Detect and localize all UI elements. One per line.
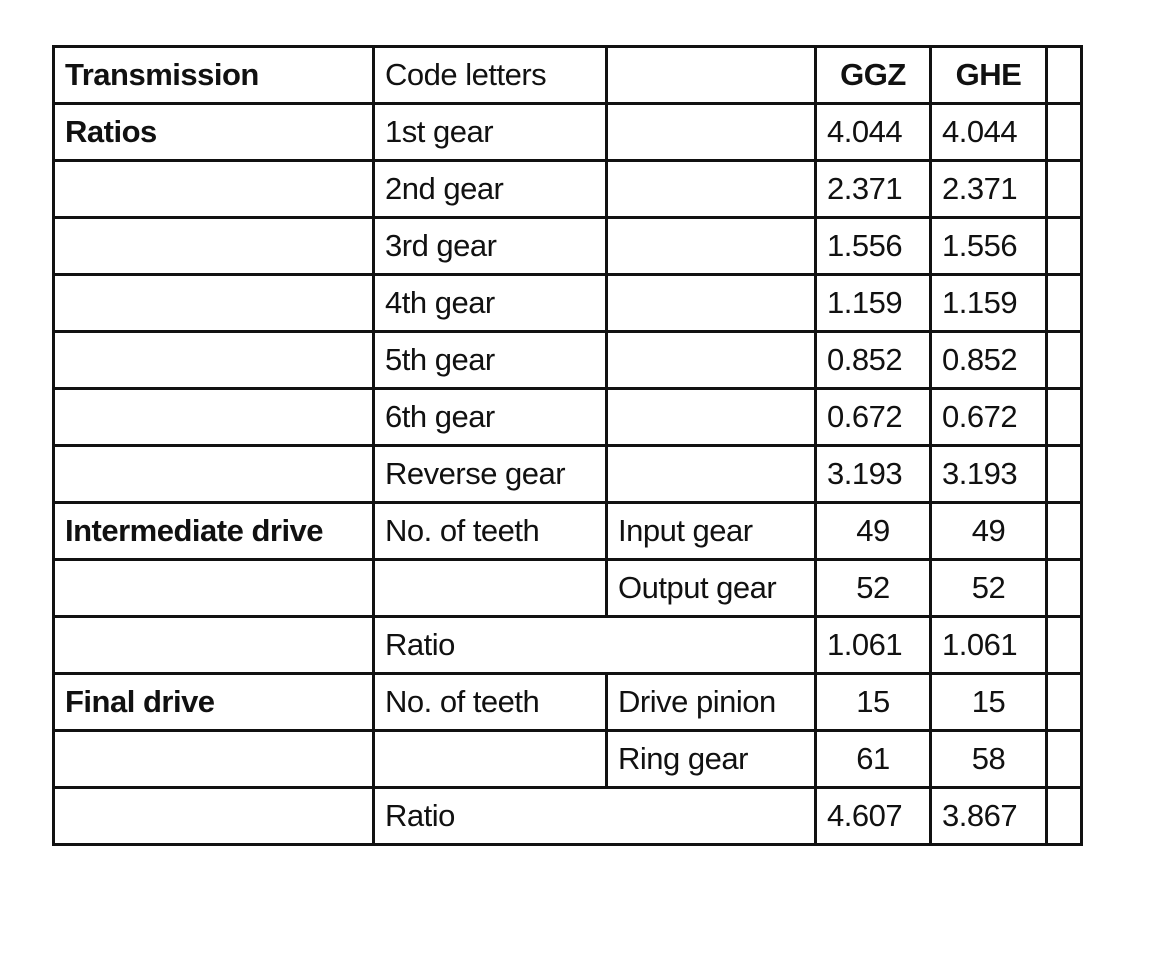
- table-row: [54, 389, 1082, 446]
- empty-cell: [54, 332, 374, 389]
- empty-cell: [54, 218, 374, 275]
- blank-cell: [1047, 788, 1082, 845]
- ggz-value: 52: [816, 560, 931, 617]
- blank-cell: [1047, 446, 1082, 503]
- header-empty: [607, 47, 816, 104]
- empty-cell: [607, 275, 816, 332]
- gear-part-label: Input gear: [607, 503, 816, 560]
- ratio-label: Ratio: [374, 617, 816, 674]
- ghe-value: 1.061: [931, 617, 1047, 674]
- table-row: [54, 731, 1082, 788]
- section-label-final-drive: Final drive: [54, 674, 374, 731]
- teeth-label: No. of teeth: [374, 674, 607, 731]
- table-row: [54, 446, 1082, 503]
- gear-name: 5th gear: [374, 332, 607, 389]
- header-code-letters: Code letters: [374, 47, 607, 104]
- empty-cell: [607, 446, 816, 503]
- ghe-value: 3.193: [931, 446, 1047, 503]
- ggz-value: 15: [816, 674, 931, 731]
- ghe-value: 1.556: [931, 218, 1047, 275]
- table-row: [54, 617, 1082, 674]
- gear-name: 3rd gear: [374, 218, 607, 275]
- table-row: [54, 104, 1082, 161]
- gear-name: 6th gear: [374, 389, 607, 446]
- header-ghe: GHE: [931, 47, 1047, 104]
- table-row: [54, 275, 1082, 332]
- ghe-value: 58: [931, 731, 1047, 788]
- empty-cell: [607, 332, 816, 389]
- ghe-value: 0.672: [931, 389, 1047, 446]
- ggz-value: 4.044: [816, 104, 931, 161]
- ghe-value: 15: [931, 674, 1047, 731]
- header-transmission: Transmission: [54, 47, 374, 104]
- blank-cell: [1047, 104, 1082, 161]
- table-row: [54, 503, 1082, 560]
- empty-cell: [607, 161, 816, 218]
- section-label-ratios: Ratios: [54, 104, 374, 161]
- empty-cell: [374, 560, 607, 617]
- empty-cell: [54, 788, 374, 845]
- ggz-value: 1.159: [816, 275, 931, 332]
- blank-cell: [1047, 617, 1082, 674]
- blank-cell: [1047, 218, 1082, 275]
- ggz-value: 3.193: [816, 446, 931, 503]
- ggz-value: 49: [816, 503, 931, 560]
- empty-cell: [607, 389, 816, 446]
- gear-name: 4th gear: [374, 275, 607, 332]
- table-row: [54, 218, 1082, 275]
- ggz-value: 2.371: [816, 161, 931, 218]
- empty-cell: [54, 560, 374, 617]
- empty-cell: [54, 161, 374, 218]
- empty-cell: [54, 446, 374, 503]
- ghe-value: 1.159: [931, 275, 1047, 332]
- transmission-spec-table: [52, 45, 1083, 846]
- blank-cell: [1047, 161, 1082, 218]
- ghe-value: 2.371: [931, 161, 1047, 218]
- ghe-value: 0.852: [931, 332, 1047, 389]
- ggz-value: 1.061: [816, 617, 931, 674]
- ghe-value: 3.867: [931, 788, 1047, 845]
- empty-cell: [54, 389, 374, 446]
- blank-cell: [1047, 275, 1082, 332]
- table-row: [54, 332, 1082, 389]
- blank-cell: [1047, 332, 1082, 389]
- gear-name: 1st gear: [374, 104, 607, 161]
- ghe-value: 52: [931, 560, 1047, 617]
- ratio-label: Ratio: [374, 788, 816, 845]
- table-row: [54, 560, 1082, 617]
- empty-cell: [54, 731, 374, 788]
- blank-cell: [1047, 560, 1082, 617]
- ggz-value: 1.556: [816, 218, 931, 275]
- ggz-value: 0.672: [816, 389, 931, 446]
- blank-cell: [1047, 503, 1082, 560]
- ghe-value: 4.044: [931, 104, 1047, 161]
- table-header-row: [54, 47, 1082, 104]
- table-row: [54, 674, 1082, 731]
- teeth-label: No. of teeth: [374, 503, 607, 560]
- empty-cell: [607, 218, 816, 275]
- gear-name: 2nd gear: [374, 161, 607, 218]
- ghe-value: 49: [931, 503, 1047, 560]
- section-label-intermediate-drive: Intermediate drive: [54, 503, 374, 560]
- empty-cell: [54, 275, 374, 332]
- ggz-value: 4.607: [816, 788, 931, 845]
- header-blank-cell: [1047, 47, 1082, 104]
- gear-part-label: Output gear: [607, 560, 816, 617]
- header-ggz: GGZ: [816, 47, 931, 104]
- empty-cell: [54, 617, 374, 674]
- gear-part-label: Drive pinion: [607, 674, 816, 731]
- empty-cell: [607, 104, 816, 161]
- ggz-value: 61: [816, 731, 931, 788]
- empty-cell: [374, 731, 607, 788]
- table-row: [54, 788, 1082, 845]
- blank-cell: [1047, 674, 1082, 731]
- gear-part-label: Ring gear: [607, 731, 816, 788]
- ggz-value: 0.852: [816, 332, 931, 389]
- blank-cell: [1047, 731, 1082, 788]
- blank-cell: [1047, 389, 1082, 446]
- gear-name: Reverse gear: [374, 446, 607, 503]
- table-row: [54, 161, 1082, 218]
